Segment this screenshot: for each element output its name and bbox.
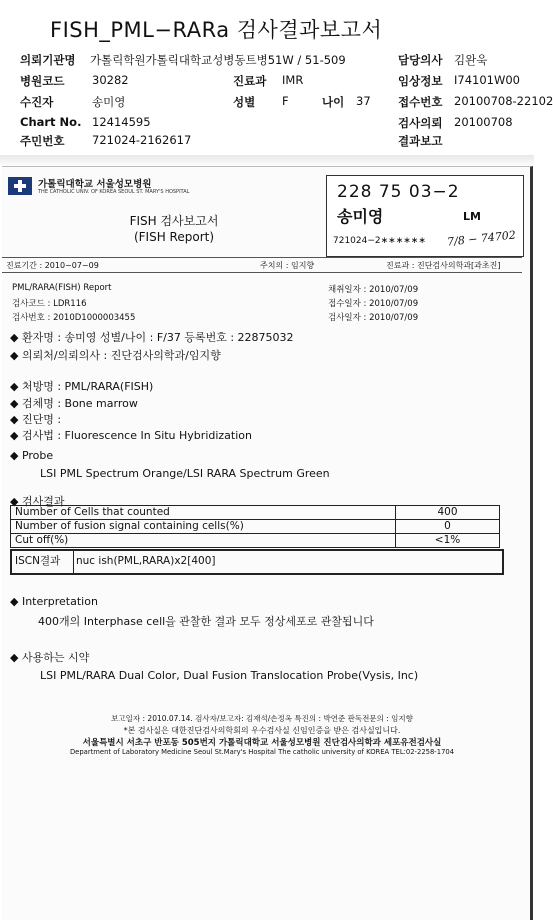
meta-value: 김완욱 bbox=[454, 53, 488, 67]
reagent-heading: ◆ 사용하는 시약 bbox=[10, 651, 90, 664]
result-value: <1% bbox=[396, 534, 500, 548]
result-label: Number of fusion signal containing cells(%) bbox=[11, 520, 396, 534]
meta-value: 송미영 bbox=[92, 95, 126, 109]
stamp-number: 228 75 03−2 bbox=[337, 182, 460, 202]
interpretation-heading: ◆ Interpretation bbox=[10, 595, 98, 608]
meta-row-4 bbox=[0, 115, 534, 134]
meta-label: 의뢰기관명 bbox=[20, 53, 76, 67]
interpretation-text: 400개의 Interphase cell을 관찰한 결과 모두 정상세포로 관찰됩니다 bbox=[38, 615, 374, 628]
specimen-line: ◆ 검체명 : Bone marrow bbox=[10, 397, 138, 410]
meta-label: 성별 bbox=[233, 95, 256, 109]
meta-value: 721024-2162617 bbox=[92, 133, 192, 147]
meta-row-5 bbox=[0, 133, 534, 152]
meta-label: 진료과 bbox=[233, 74, 267, 88]
collect-date: 채취일자 : 2010/07/09 bbox=[328, 285, 419, 295]
report-title-en: (FISH Report) bbox=[133, 230, 215, 244]
table-row bbox=[11, 520, 500, 534]
hospital-name: 가톨릭대학교 서울성모병원 bbox=[38, 179, 152, 190]
table-row bbox=[11, 506, 500, 520]
result-label: Number of Cells that counted bbox=[11, 506, 396, 520]
stamp-rrn: 721024−2∗∗∗∗∗∗ bbox=[333, 236, 426, 246]
hospital-name-en: THE CATHOLIC UNIV. OF KOREA SEOUL ST. MARY'S HOSPITAL bbox=[38, 189, 190, 195]
print-dept: 진료과 : 진단검사의학과[과초진] bbox=[386, 261, 501, 270]
print-bar bbox=[2, 257, 522, 273]
meta-label: 수진자 bbox=[20, 95, 54, 109]
result-heading: ◆ 검사결과 bbox=[10, 495, 65, 508]
probe-heading: ◆ Probe bbox=[10, 449, 54, 462]
exam-date: 검사일자 : 2010/07/09 bbox=[328, 313, 419, 323]
lab-address: 서울특별시 서초구 반포동 505번지 가톨릭대학교 서울성모병원 진단검사의학과 세포유전검사실 bbox=[82, 738, 442, 748]
report-title: FISH_PML−RARa 검사결과보고서 bbox=[50, 18, 383, 42]
exam-number: 검사번호 : 2010D1000003455 bbox=[12, 313, 136, 323]
result-value: 400 bbox=[396, 506, 500, 520]
diagnosis-line: ◆ 진단명 : bbox=[10, 413, 62, 426]
patient-line: ◆ 환자명 : 송미영 성별/나이 : F/37 등록번호 : 22875032 bbox=[10, 331, 294, 344]
print-date: 진료기간 : 2010−07−09 bbox=[6, 261, 99, 270]
meta-row-1 bbox=[0, 52, 534, 71]
patient-stamp bbox=[326, 175, 524, 257]
meta-value: 37 bbox=[356, 94, 371, 108]
meta-label: 주민번호 bbox=[20, 134, 65, 148]
meta-row-2 bbox=[0, 73, 534, 92]
receive-date: 접수일자 : 2010/07/09 bbox=[328, 299, 419, 309]
report-title-kr: FISH 검사보고서 bbox=[129, 214, 219, 228]
meta-label: 접수번호 bbox=[398, 95, 443, 109]
stamp-lm: LM bbox=[463, 210, 481, 223]
report-meta bbox=[0, 52, 553, 152]
meta-label: 병원코드 bbox=[20, 74, 65, 88]
meta-value: IMR bbox=[282, 73, 304, 87]
result-value: 0 bbox=[396, 520, 500, 534]
probe-value: LSI PML Spectrum Orange/LSI RARA Spectrum Green bbox=[40, 467, 330, 480]
result-label: Cut off(%) bbox=[11, 534, 396, 548]
stamp-name: 송미영 bbox=[337, 207, 384, 226]
reagent-text: LSI PML/RARA Dual Color, Dual Fusion Translocation Probe(Vysis, Inc) bbox=[40, 669, 419, 682]
signature-line: 보고일자 : 2010.07.14. 검사자/보고자: 김재석/손정옥 특진의 : 박연준 판독전문의 : 임지향 bbox=[111, 714, 413, 723]
meta-label: 나이 bbox=[322, 95, 345, 109]
iscn-value: nuc ish(PML,RARA)x2[400] bbox=[76, 555, 216, 567]
meta-row-3 bbox=[0, 94, 553, 113]
meta-value: F bbox=[282, 94, 289, 108]
handwritten-signature: 7/8 − 74702 bbox=[446, 228, 517, 249]
report-name: PML/RARA(FISH) Report bbox=[12, 283, 112, 293]
meta-value: 20100708 bbox=[454, 115, 513, 129]
meta-label: Chart No. bbox=[20, 115, 82, 129]
meta-value: 12414595 bbox=[92, 115, 151, 129]
department-en: Department of Laboratory Medicine Seoul St.Mary's Hospital The catholic university of KOREA TEL:02-2258-1704 bbox=[69, 748, 455, 756]
meta-value: 20100708-22102 bbox=[454, 94, 553, 108]
iscn-label: ISCN결과 bbox=[12, 551, 74, 573]
meta-value: 가톨릭학원가톨릭대학교성병동트병51W / 51-509 bbox=[90, 53, 346, 67]
iscn-result bbox=[10, 549, 504, 575]
exam-code: 검사코드 : LDR116 bbox=[12, 299, 87, 309]
accreditation-notice: *본 검사실은 대한진단검사의학회의 우수검사실 신임인증을 받은 검사실입니다. bbox=[123, 726, 401, 735]
method-line: ◆ 검사법 : Fluorescence In Situ Hybridization bbox=[10, 429, 252, 442]
meta-label: 임상정보 bbox=[398, 74, 443, 88]
result-table bbox=[10, 505, 500, 548]
meta-label: 결과보고 bbox=[398, 134, 443, 148]
meta-value: 30282 bbox=[92, 73, 129, 87]
referrer-line: ◆ 의뢰처/의뢰의사 : 진단검사의학과/임지향 bbox=[10, 349, 221, 362]
hospital-logo-icon bbox=[8, 177, 32, 195]
print-doctor: 주치의 : 임지향 bbox=[260, 261, 315, 270]
meta-label: 검사의뢰 bbox=[398, 116, 443, 130]
meta-label: 담당의사 bbox=[398, 53, 443, 67]
prescription-line: ◆ 처방명 : PML/RARA(FISH) bbox=[10, 380, 154, 393]
table-row bbox=[11, 534, 500, 548]
meta-value: I74101W00 bbox=[454, 73, 520, 87]
fish-report-title bbox=[114, 213, 234, 245]
scanned-report bbox=[2, 166, 533, 920]
